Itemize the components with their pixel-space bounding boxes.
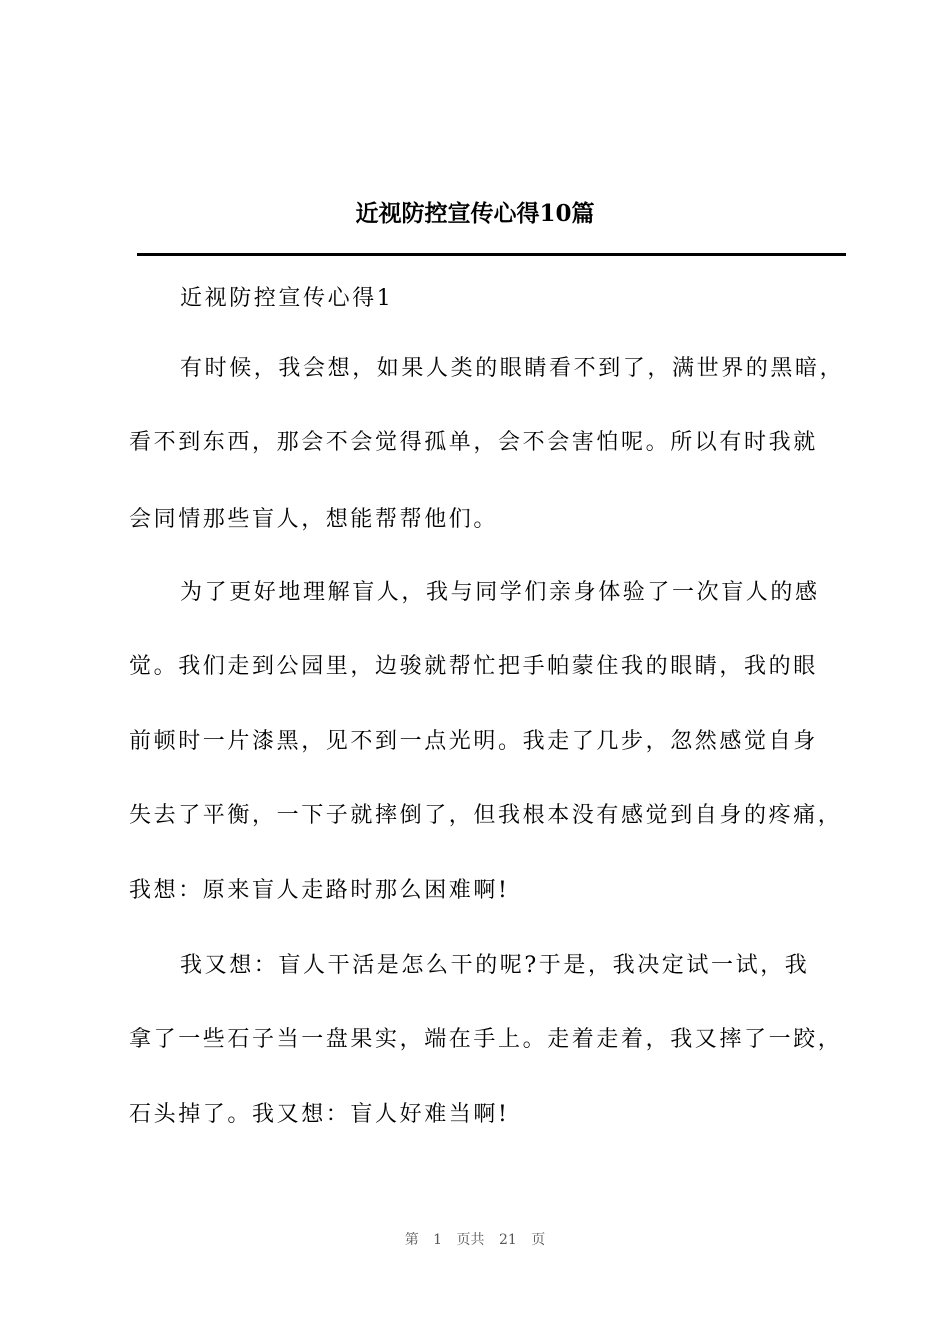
footer-label-of: 页共 — [456, 1232, 485, 1248]
paragraph-line: 为了更好地理解盲人，我与同学们亲身体验了一次盲人的感 — [180, 580, 820, 605]
paragraph-line: 石头掉了。我又想：盲人好难当啊! — [129, 1102, 510, 1127]
footer-label-page: 第 — [404, 1232, 419, 1248]
paragraph-line: 有时候，我会想，如果人类的眼睛看不到了，满世界的黑暗， — [180, 356, 845, 381]
paragraph-line: 我想：原来盲人走路时那么困难啊! — [129, 878, 510, 903]
paragraph-line: 前顿时一片漆黑，见不到一点光明。我走了几步，忽然感觉自身 — [129, 729, 818, 754]
paragraph-line: 觉。我们走到公园里，边骏就帮忙把手帕蒙住我的眼睛，我的眼 — [129, 654, 818, 679]
paragraph-line: 拿了一些石子当一盘果实，端在手上。走着走着，我又摔了一跤， — [129, 1027, 843, 1052]
page-number-footer — [0, 1230, 950, 1250]
paragraph-line: 会同情那些盲人，想能帮帮他们。 — [129, 507, 499, 532]
footer-current-page: 1 — [433, 1232, 443, 1248]
document-title: 近视防控宣传心得10篇 — [355, 200, 595, 227]
section-heading: 近视防控宣传心得1 — [180, 286, 394, 311]
title-underline — [137, 253, 846, 256]
paragraph-line: 失去了平衡，一下子就摔倒了，但我根本没有感觉到自身的疼痛， — [129, 803, 843, 828]
paragraph-line: 我又想：盲人干活是怎么干的呢?于是，我决定试一试，我 — [180, 953, 810, 978]
footer-label-pages: 页 — [531, 1232, 546, 1248]
footer-total-pages: 21 — [499, 1232, 517, 1248]
paragraph-line: 看不到东西，那会不会觉得孤单，会不会害怕呢。所以有时我就 — [129, 430, 818, 455]
